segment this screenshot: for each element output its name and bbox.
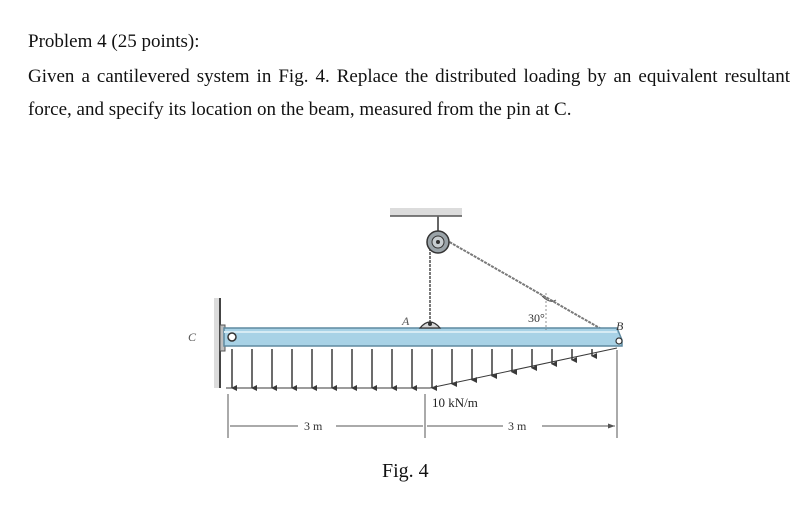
label-point-c: C: [188, 330, 197, 344]
problem-heading: Problem 4 (25 points):: [28, 31, 200, 52]
load-envelope-tri: [430, 348, 617, 388]
beam: [224, 328, 622, 346]
uniform-load-arrows: [232, 349, 412, 388]
label-dim-left: 3 m: [304, 419, 323, 433]
label-point-a: A: [402, 314, 410, 328]
label-point-b: B: [616, 319, 624, 333]
dimension-lines: [228, 350, 617, 438]
pulley: [427, 231, 449, 253]
label-load-intensity: 10 kN/m: [432, 395, 478, 410]
pin-c: [228, 333, 236, 341]
ceiling-support: [390, 208, 462, 232]
figure-caption: Fig. 4: [382, 460, 429, 482]
cantilever-figure: [170, 200, 640, 450]
end-b-attachment: [616, 338, 622, 344]
problem-statement: Given a cantilevered system in Fig. 4. Replace the distributed loading by an equivalent resultant force, and specify its location on the beam, measured from the pin at C.: [28, 66, 790, 120]
label-angle: 30°: [528, 311, 545, 325]
pin-a: [420, 322, 440, 328]
label-dim-right: 3 m: [508, 419, 527, 433]
